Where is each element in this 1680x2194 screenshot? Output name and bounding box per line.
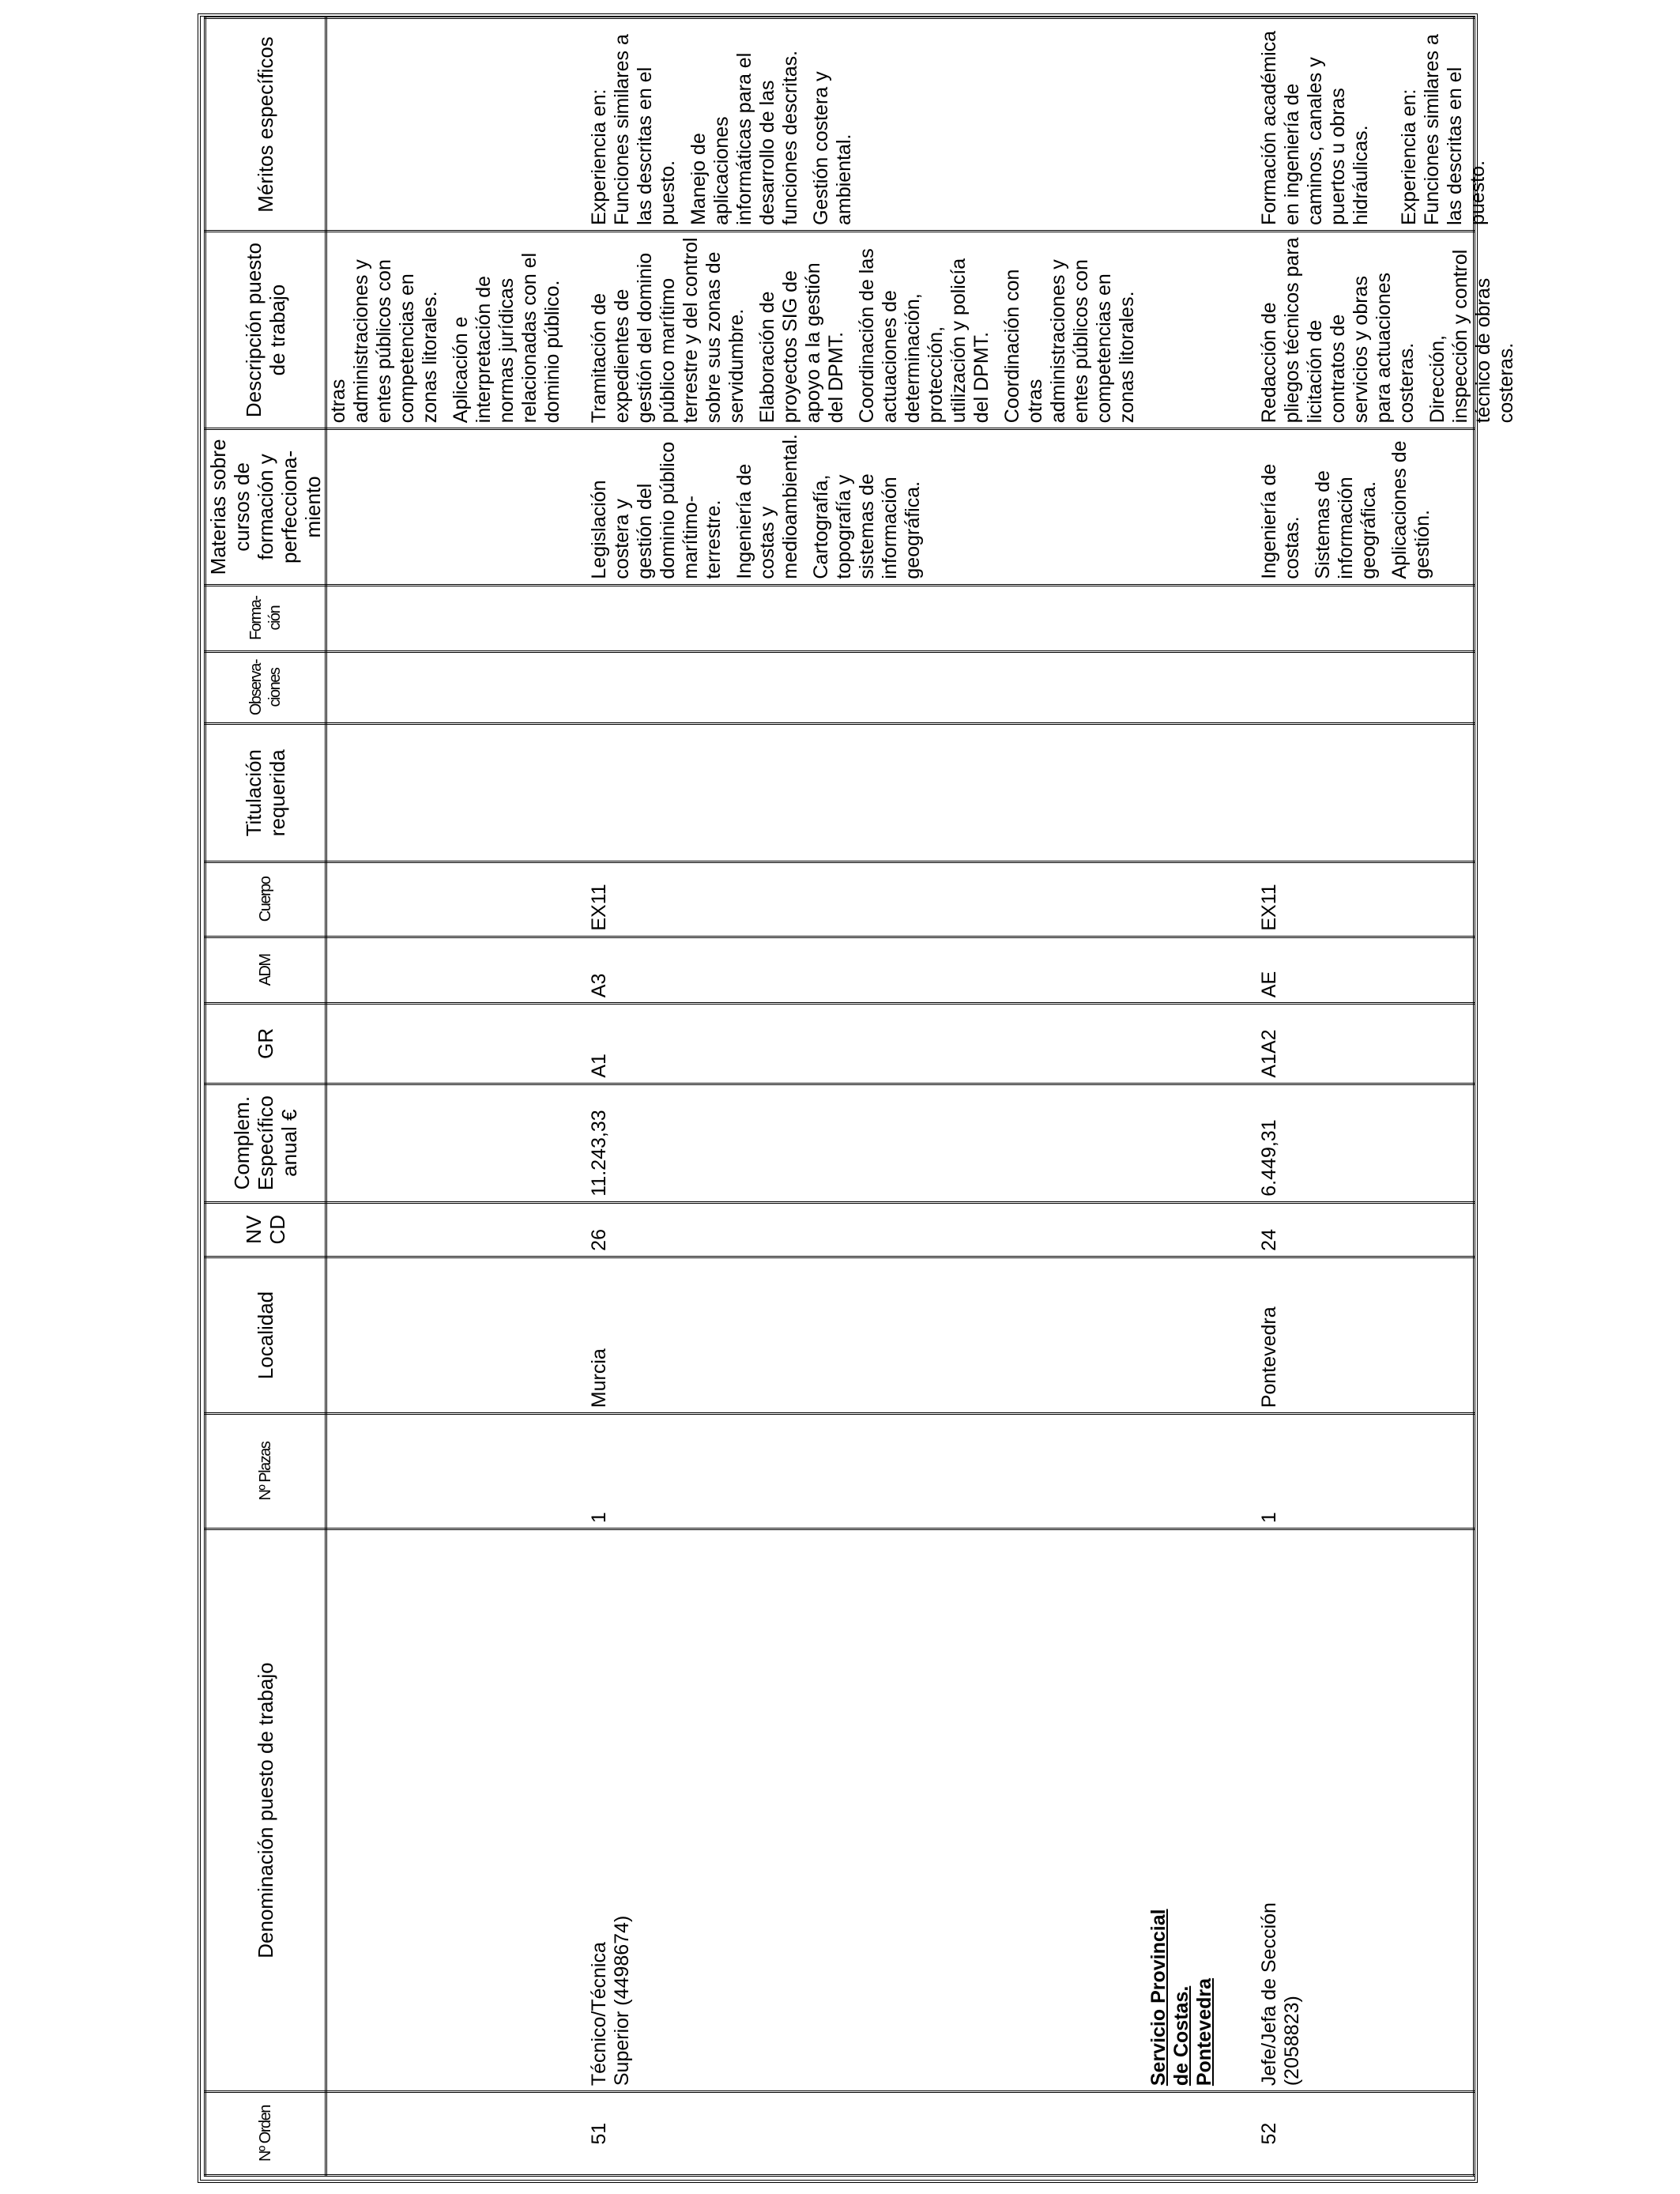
descripcion-51 xyxy=(588,237,1147,423)
materias-51-item: Legislación costera y gestión del dominio público marítimo-terrestre. xyxy=(588,441,725,579)
col-header-localidad: Localidad xyxy=(205,1257,326,1413)
denominacion-52: Jefe/Jefa de Sección (2058823) xyxy=(1258,1902,1303,2087)
complemento-51: 11.243,33 xyxy=(588,1110,610,1197)
adm-cell xyxy=(326,937,1475,1004)
col-header-adm: ADM xyxy=(205,937,326,1004)
orden-cell xyxy=(326,2092,1475,2176)
descripcion-51-item: Tramitación de expedientes de gestión del dominio público marítimo terrestre y del control sobre sus zonas de servidumbre. xyxy=(588,237,748,424)
descripcion-51-item: Coordinación de las actuaciones de determinación, protección, utilización y policía del DPMT. xyxy=(856,248,993,424)
materias-52-item: Aplicaciones de gestión. xyxy=(1388,440,1433,579)
localidad-cell xyxy=(326,1257,1475,1413)
complemento-52: 6.449,31 xyxy=(1258,1119,1280,1197)
meritos-52-item: Formación académica en ingeniería de caminos, canales y puertos u obras hidráulicas. xyxy=(1258,30,1372,225)
col-header-complemento: Complem. Específico anual € xyxy=(205,1084,326,1202)
descripcion-carryover xyxy=(327,237,572,423)
gr-52: A1A2 xyxy=(1258,1029,1280,1078)
denominacion-51: Técnico/Técnica Superior (4498674) xyxy=(588,1915,633,2087)
orden-52: 52 xyxy=(1258,2122,1280,2145)
col-header-observaciones: Observa-ciones xyxy=(205,651,326,724)
cuerpo-52: EX11 xyxy=(1258,884,1280,931)
meritos-52-item: Experiencia en: Funciones similares a las descritas en el puesto. xyxy=(1398,34,1489,225)
denominacion-cell xyxy=(326,1529,1475,2091)
descripcion-carryover-item: otras administraciones y entes públicos con competencias en zonas litorales. xyxy=(327,259,441,424)
col-header-gr: GR xyxy=(205,1004,326,1084)
nv-cd-52: 24 xyxy=(1258,1229,1280,1251)
complemento-cell xyxy=(326,1084,1475,1202)
col-header-denominacion: Denominación puesto de trabajo xyxy=(205,1529,326,2091)
col-header-cuerpo: Cuerpo xyxy=(205,862,326,937)
titulacion-cell xyxy=(326,724,1475,862)
gr-cell xyxy=(326,1004,1475,1084)
meritos-51 xyxy=(588,24,864,225)
observaciones-cell xyxy=(326,651,1475,724)
header-row xyxy=(205,18,326,2176)
plazas-cell xyxy=(326,1414,1475,1529)
col-header-descripcion: Descripción puesto de trabajo xyxy=(205,231,326,428)
col-header-formacion: Forma-ción xyxy=(205,585,326,651)
meritos-52 xyxy=(1258,24,1497,225)
col-header-meritos: Méritos específicos xyxy=(205,18,326,232)
descripcion-52-item: Redacción de pliegos técnicos para licitación de contratos de servicios y obras para actuaciones costeras. xyxy=(1258,237,1418,424)
meritos-cell xyxy=(326,18,1489,232)
localidad-51: Murcia xyxy=(588,1348,610,1408)
meritos-51-item: Gestión costera y ambiental. xyxy=(810,71,855,225)
cuerpo-51: EX11 xyxy=(588,884,610,931)
materias-52 xyxy=(1258,435,1442,579)
col-header-orden: Nº Orden xyxy=(205,2092,326,2176)
table-frame xyxy=(198,13,1517,2183)
adm-52: AE xyxy=(1258,971,1280,998)
materias-51-item: Cartografía, topografía y sistemas de información geográfica. xyxy=(810,473,924,579)
descripcion-51-item: Coordinación con otras administraciones y entes públicos con competencias en zonas litorales. xyxy=(1001,259,1138,424)
plazas-51: 1 xyxy=(588,1512,610,1523)
col-header-nv-cd: NV CD xyxy=(205,1202,326,1257)
descripcion-51-item: Elaboración de proyectos SIG de apoyo a la gestión del DPMT. xyxy=(756,262,847,424)
descripcion-52-item: Dirección, inspección y control técnico de obras costeras. xyxy=(1426,249,1517,424)
nv-cd-cell xyxy=(326,1202,1475,1257)
positions-table xyxy=(204,17,1517,2177)
gr-51: A1 xyxy=(588,1054,610,1078)
formacion-cell xyxy=(326,585,1475,651)
materias-51 xyxy=(588,435,932,579)
adm-51: A3 xyxy=(588,973,610,998)
orden-51: 51 xyxy=(588,2122,610,2145)
meritos-51-item: Manejo de aplicaciones informáticas para el desarrollo de las funciones descritas. xyxy=(687,50,801,225)
meritos-51-item: Funciones similares a las descritas en el puesto. xyxy=(611,34,679,225)
nv-cd-51: 26 xyxy=(588,1229,610,1251)
materias-cell xyxy=(326,429,1475,585)
cuerpo-cell xyxy=(326,862,1475,937)
materias-52-item: Sistemas de información geográfica. xyxy=(1312,470,1380,579)
plazas-52: 1 xyxy=(1258,1512,1280,1523)
table-body-row xyxy=(326,18,1475,2176)
col-header-plazas: Nº Plazas xyxy=(205,1414,326,1529)
descripcion-carryover-item: Aplicación e interpretación de normas jurídicas relacionadas con el dominio público. xyxy=(450,252,563,424)
section-header-pontevedra: Servicio Provincial de Costas. Pontevedra xyxy=(1147,1909,1215,2087)
col-header-titulacion: Titulación requerida xyxy=(205,724,326,862)
localidad-52: Pontevedra xyxy=(1258,1306,1280,1408)
descripcion-52 xyxy=(1258,237,1526,423)
col-header-materias: Materias sobre cursos de formación y perfecciona-miento xyxy=(205,429,326,585)
materias-52-item: Ingeniería de costas. xyxy=(1258,463,1303,579)
meritos-51-item: Experiencia en: xyxy=(588,89,610,225)
descripcion-cell xyxy=(326,231,1517,428)
materias-51-item: Ingeniería de costas y medioambiental. xyxy=(733,434,801,579)
